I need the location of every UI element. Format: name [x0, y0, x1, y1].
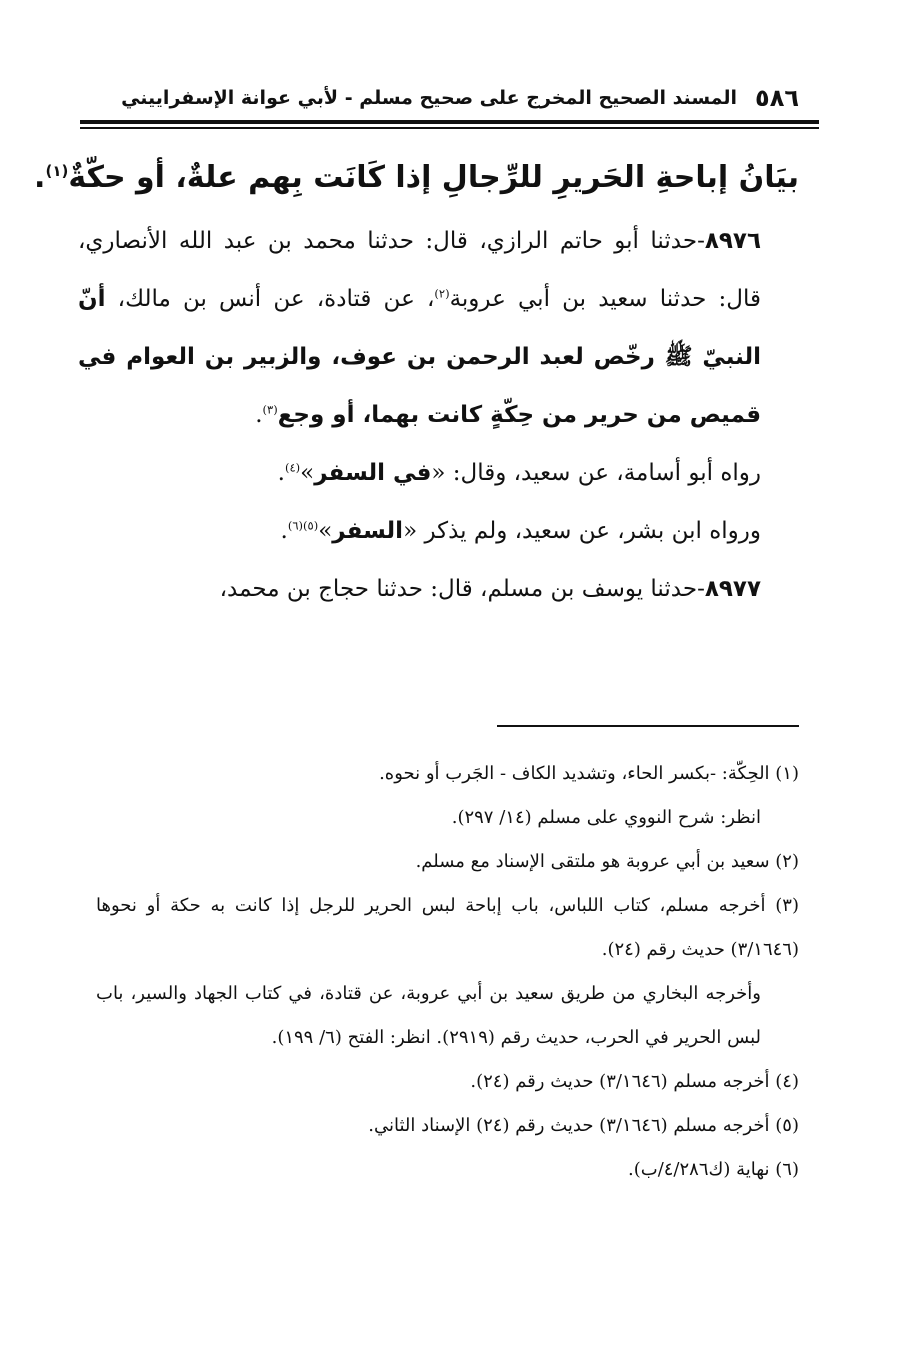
- riwaya-text: ورواه ابن بشر، عن سعيد، ولم يذكر «: [403, 518, 761, 544]
- main-text: [78, 212, 799, 618]
- riwaya-quote: السفر: [332, 518, 404, 544]
- footnote-6: (٦) نهاية (ك٤/٢٨٦/ب).: [628, 1159, 799, 1180]
- footnote-marker: (١): [45, 162, 69, 180]
- riwaya-quote: في السفر: [314, 460, 432, 486]
- footnote-3-bukhari: وأخرجه البخاري من طريق سعيد بن أبي عروبة، عن قتادة، في كتاب الجهاد والسير، باب لبس الحرير في الحرب، حديث رقم (٢٩١٩). انظر: الفتح (٦/ ١٩٩).: [96, 983, 761, 1048]
- hadith-text: ، عن قتادة، عن أنس بن مالك،: [105, 286, 435, 312]
- riwaya-close: »: [318, 518, 333, 544]
- chapter-heading: [34, 150, 799, 206]
- chapter-heading-text: بيَانُ إباحةِ الحَريرِ للرِّجالِ إذا كَانَت بِهم علةٌ، أو حكّةٌ: [68, 160, 799, 195]
- hadith-text: -حدثنا يوسف بن مسلم، قال: حدثنا حجاج بن محمد،: [219, 576, 705, 602]
- riwaya-end: .: [280, 518, 288, 544]
- footnote-3: (٣) أخرجه مسلم، كتاب اللباس، باب إباحة لبس الحرير للرجل إذا كانت به حكة أو نحوها (٣/١٦٤٦) حديث رقم (٢٤).: [96, 895, 799, 960]
- hadith-matn: أنّ النبيّ ﷺ رخّص لعبد الرحمن بن عوف، والزبير بن العوام في قميص من حرير من حِكّةٍ كانت بهما، أو وجع: [78, 286, 761, 428]
- riwaya-ibn-bishr: [78, 502, 799, 560]
- footnote-marker: (٣): [262, 402, 278, 417]
- footnote-2: (٢) سعيد بن أبي عروبة هو ملتقى الإسناد مع مسلم.: [415, 851, 799, 872]
- footnote-1-reference: انظر: شرح النووي على مسلم (١٤/ ٢٩٧).: [451, 807, 761, 828]
- footnote-marker: (٥)(٦): [287, 518, 319, 533]
- chapter-heading-end: .: [34, 160, 46, 195]
- running-title: المسند الصحيح المخرج على صحيح مسلم - لأبي عوانة الإسفراييني: [121, 87, 738, 109]
- hadith-number: ٨٩٧٧: [704, 576, 761, 602]
- riwaya-abu-usama: [78, 444, 799, 502]
- riwaya-end: .: [277, 460, 285, 486]
- footnote-4: (٤) أخرجه مسلم (٣/١٦٤٦) حديث رقم (٢٤).: [470, 1071, 799, 1092]
- hadith-end: .: [255, 402, 263, 428]
- riwaya-close: »: [300, 460, 315, 486]
- header-rule-thin: [80, 127, 819, 129]
- hadith-8976: [78, 212, 799, 444]
- footnotes: [96, 752, 799, 1192]
- footnote-5: (٥) أخرجه مسلم (٣/١٦٤٦) حديث رقم (٢٤) الإسناد الثاني.: [368, 1115, 799, 1136]
- footnote-separator: [497, 725, 799, 727]
- running-header: [80, 78, 799, 118]
- hadith-text: -حدثنا أبو حاتم الرازي، قال: حدثنا محمد بن عبد الله الأنصاري، قال: حدثنا سعيد بن أبي عروبة: [78, 228, 762, 312]
- footnote-marker: (٢): [434, 286, 450, 301]
- hadith-number: ٨٩٧٦: [704, 228, 761, 254]
- hadith-8977: [78, 560, 799, 618]
- footnote-marker: (٤): [284, 460, 301, 475]
- footnote-1: (١) الحِكّة: -بكسر الحاء، وتشديد الكاف - الجَرب أو نحوه.: [379, 763, 799, 784]
- header-rule-thick: [80, 120, 819, 124]
- page-number: ٥٨٦: [755, 84, 799, 112]
- riwaya-text: رواه أبو أسامة، عن سعيد، وقال: «: [431, 460, 761, 486]
